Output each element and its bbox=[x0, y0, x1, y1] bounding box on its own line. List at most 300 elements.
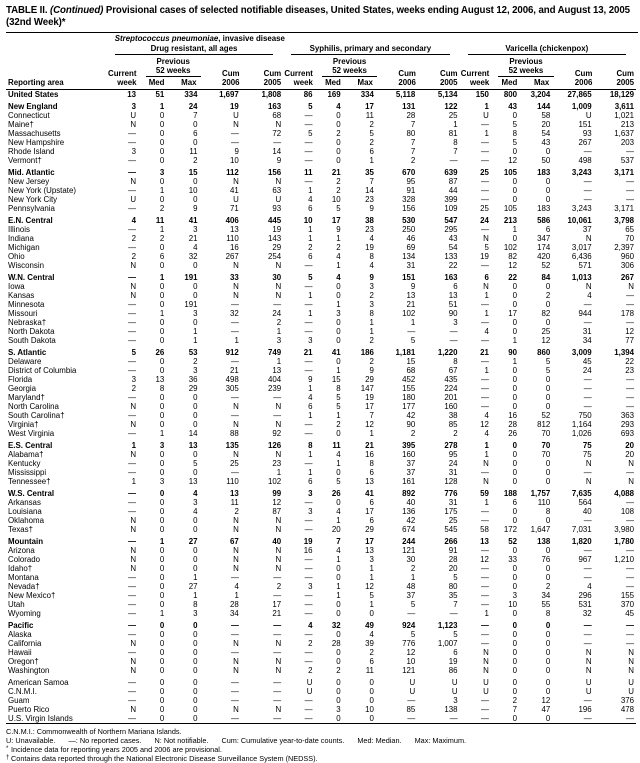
value-cell: 0 bbox=[159, 564, 165, 573]
legend-item: Cum: Cumulative year-to-date counts. bbox=[221, 736, 345, 745]
value-cell: 0 bbox=[336, 609, 341, 618]
footnote-star: * Incidence data for reporting years 2005 and 2006 are provisional. bbox=[6, 745, 222, 754]
value-cell: 203 bbox=[620, 138, 634, 147]
value-cell: — bbox=[128, 309, 137, 318]
value-cell: 0 bbox=[159, 291, 165, 300]
current-week-header: Current week bbox=[460, 69, 490, 87]
value-cell: 0 bbox=[193, 696, 198, 705]
strep-group-title-line2: Drug resistant, all ages bbox=[150, 43, 238, 53]
value-cell: 1 bbox=[484, 291, 489, 300]
value-cell: 17 bbox=[508, 309, 518, 318]
value-cell: 19 bbox=[480, 252, 489, 261]
value-cell: — bbox=[407, 609, 416, 618]
value-cell: 4 bbox=[336, 252, 341, 261]
value-cell: 12 bbox=[480, 555, 489, 564]
value-cell: 52 bbox=[541, 411, 551, 420]
value-cell: 478 bbox=[620, 705, 634, 714]
value-cell: 20 bbox=[625, 450, 634, 459]
value-cell: 1,637 bbox=[614, 129, 634, 138]
value-cell: — bbox=[449, 327, 458, 336]
value-cell: 5 bbox=[512, 138, 518, 147]
value-cell: 18,129 bbox=[609, 90, 634, 99]
value-cell: 0 bbox=[545, 477, 551, 486]
table-row bbox=[6, 477, 636, 486]
value-cell: 8 bbox=[369, 252, 374, 261]
reporting-area-cell: Alabama† bbox=[8, 450, 44, 459]
value-cell: — bbox=[304, 564, 313, 573]
value-cell: — bbox=[128, 318, 137, 327]
reporting-area-header: Reporting area bbox=[6, 34, 107, 90]
value-cell: — bbox=[626, 393, 634, 402]
value-cell: — bbox=[128, 573, 137, 582]
value-cell: 53 bbox=[188, 348, 198, 357]
value-cell: — bbox=[583, 393, 592, 402]
value-cell: U bbox=[306, 687, 313, 696]
reporting-area-cell: Delaware bbox=[8, 357, 42, 366]
value-cell: — bbox=[273, 393, 282, 402]
value-cell: 1 bbox=[484, 450, 489, 459]
value-cell: 3 bbox=[131, 375, 137, 384]
value-cell: — bbox=[128, 648, 137, 657]
value-cell: 10 bbox=[303, 216, 313, 225]
value-cell: — bbox=[480, 138, 489, 147]
title-rest: Provisional cases of selected notifiable diseases, United States, weeks ending August 12, 2006, and August 13, 2005 (32nd Week)* bbox=[6, 5, 630, 28]
cum-2005-header: Cum 2005 bbox=[263, 69, 282, 87]
value-cell: 0 bbox=[193, 657, 198, 666]
value-cell: — bbox=[626, 630, 634, 639]
value-cell: 135 bbox=[225, 441, 239, 450]
value-cell: — bbox=[230, 630, 239, 639]
value-cell: — bbox=[304, 138, 313, 147]
table-row bbox=[6, 525, 636, 534]
value-cell: N bbox=[130, 666, 137, 675]
value-cell: — bbox=[304, 177, 313, 186]
value-cell: 0 bbox=[336, 648, 341, 657]
value-cell: 21 bbox=[480, 348, 489, 357]
value-cell: 43 bbox=[508, 102, 518, 111]
value-cell: 7 bbox=[453, 600, 458, 609]
value-cell: 6,436 bbox=[571, 252, 592, 261]
value-cell: 84 bbox=[541, 273, 551, 282]
value-cell: 3 bbox=[369, 282, 374, 291]
value-cell: 11 bbox=[365, 111, 374, 120]
value-cell: 0 bbox=[193, 630, 198, 639]
value-cell: N bbox=[233, 450, 239, 459]
value-cell: N bbox=[233, 555, 239, 564]
value-cell: — bbox=[583, 573, 592, 582]
reporting-area-cell: Maine† bbox=[8, 120, 34, 129]
value-cell: 435 bbox=[444, 375, 458, 384]
value-cell: 22 bbox=[508, 273, 518, 282]
value-cell: 80 bbox=[406, 129, 416, 138]
value-cell: 8 bbox=[159, 384, 165, 393]
value-cell: 6 bbox=[193, 129, 198, 138]
value-cell: 2 bbox=[131, 384, 137, 393]
value-cell: 0 bbox=[193, 393, 198, 402]
value-cell: 13 bbox=[155, 375, 165, 384]
value-cell: 49 bbox=[365, 621, 374, 630]
value-cell: 0 bbox=[545, 687, 551, 696]
value-cell: 530 bbox=[402, 216, 416, 225]
current-week-header: Current week bbox=[284, 69, 313, 87]
value-cell: 0 bbox=[512, 516, 518, 525]
value-cell: 420 bbox=[537, 252, 551, 261]
value-cell: 126 bbox=[268, 441, 282, 450]
value-cell: N bbox=[585, 282, 592, 291]
reporting-area-cell: Kentucky bbox=[8, 459, 41, 468]
value-cell: 38 bbox=[365, 216, 374, 225]
reporting-area-cell: Connecticut bbox=[8, 111, 50, 120]
reporting-area-cell: Pacific bbox=[8, 621, 34, 630]
reporting-area-cell: U.S. Virgin Islands bbox=[8, 714, 73, 723]
value-cell: 0 bbox=[336, 630, 341, 639]
value-cell: 0 bbox=[159, 393, 165, 402]
value-cell: 201 bbox=[444, 393, 458, 402]
value-cell: 28 bbox=[406, 111, 416, 120]
value-cell: 0 bbox=[512, 195, 518, 204]
value-cell: 15 bbox=[188, 168, 198, 177]
value-cell: — bbox=[230, 318, 239, 327]
value-cell: 0 bbox=[512, 384, 518, 393]
table-row bbox=[6, 609, 636, 618]
title-prefix: TABLE II. bbox=[6, 5, 51, 16]
value-cell: 9 bbox=[369, 273, 374, 282]
value-cell: 5 bbox=[369, 591, 374, 600]
value-cell: 29 bbox=[365, 375, 374, 384]
value-cell: 46 bbox=[406, 234, 416, 243]
reporting-area-cell: North Carolina bbox=[8, 402, 59, 411]
reporting-area-cell: United States bbox=[8, 90, 59, 99]
value-cell: 42 bbox=[406, 516, 416, 525]
value-cell: 85 bbox=[406, 705, 416, 714]
value-cell: 6 bbox=[369, 657, 374, 666]
value-cell: 1 bbox=[369, 318, 374, 327]
value-cell: 32 bbox=[582, 609, 592, 618]
value-cell: — bbox=[304, 591, 313, 600]
value-cell: — bbox=[480, 261, 489, 270]
legend-item: N: Not notifiable. bbox=[154, 736, 209, 745]
reporting-area-cell: Wisconsin bbox=[8, 261, 44, 270]
value-cell: 5 bbox=[484, 243, 489, 252]
value-cell: — bbox=[230, 129, 239, 138]
value-cell: — bbox=[583, 468, 592, 477]
value-cell: — bbox=[480, 156, 489, 165]
value-cell: 1,210 bbox=[614, 555, 634, 564]
value-cell: — bbox=[626, 468, 634, 477]
value-cell: 0 bbox=[193, 621, 198, 630]
value-cell: 0 bbox=[512, 507, 518, 516]
reporting-area-cell: Alaska bbox=[8, 630, 32, 639]
value-cell: 2 bbox=[336, 420, 341, 429]
value-cell: 3,243 bbox=[571, 204, 592, 213]
value-cell: N bbox=[233, 291, 239, 300]
value-cell: 41 bbox=[331, 348, 341, 357]
value-cell: 4 bbox=[587, 291, 592, 300]
value-cell: 0 bbox=[193, 525, 198, 534]
value-cell: N bbox=[130, 420, 137, 429]
value-cell: 32 bbox=[331, 621, 341, 630]
value-cell: 0 bbox=[512, 546, 518, 555]
value-cell: 0 bbox=[193, 420, 198, 429]
value-cell: 4 bbox=[336, 507, 341, 516]
value-cell: 1 bbox=[159, 309, 165, 318]
value-cell: — bbox=[480, 300, 489, 309]
value-cell: 12 bbox=[406, 648, 416, 657]
value-cell: 5 bbox=[336, 204, 341, 213]
table-row bbox=[6, 459, 636, 468]
value-cell: 160 bbox=[402, 450, 416, 459]
value-cell: 0 bbox=[512, 648, 518, 657]
previous-52-weeks-header: Previous 52 weeks Med Max bbox=[495, 57, 556, 87]
value-cell: 99 bbox=[272, 489, 282, 498]
value-cell: 105 bbox=[503, 204, 518, 213]
value-cell: 0 bbox=[159, 177, 165, 186]
reporting-area-cell: Kansas bbox=[8, 291, 35, 300]
value-cell: 0 bbox=[159, 468, 165, 477]
value-cell: 3,171 bbox=[614, 168, 634, 177]
value-cell: 3 bbox=[159, 477, 165, 486]
value-cell: 293 bbox=[620, 420, 634, 429]
table-row bbox=[6, 129, 636, 138]
value-cell: — bbox=[128, 129, 137, 138]
value-cell: 0 bbox=[159, 261, 165, 270]
value-cell: U bbox=[451, 678, 458, 687]
value-cell: — bbox=[480, 186, 489, 195]
value-cell: 267 bbox=[578, 138, 592, 147]
value-cell: 175 bbox=[444, 507, 458, 516]
value-cell: 2 bbox=[410, 429, 416, 438]
value-cell: 13 bbox=[480, 537, 489, 546]
value-cell: — bbox=[230, 468, 239, 477]
value-cell: 2 bbox=[131, 252, 137, 261]
value-cell: 67 bbox=[230, 537, 239, 546]
value-cell: 244 bbox=[402, 537, 416, 546]
reporting-area-cell: New Jersey bbox=[8, 177, 50, 186]
value-cell: — bbox=[273, 678, 282, 687]
value-cell: 0 bbox=[545, 516, 551, 525]
value-cell: 25 bbox=[541, 327, 551, 336]
value-cell: 90 bbox=[508, 348, 518, 357]
value-cell: 11 bbox=[365, 666, 374, 675]
table-row bbox=[6, 696, 636, 705]
value-cell: 28 bbox=[230, 600, 239, 609]
value-cell: 10 bbox=[508, 600, 518, 609]
value-cell: 0 bbox=[159, 147, 165, 156]
value-cell: 0 bbox=[159, 357, 165, 366]
value-cell: — bbox=[480, 630, 489, 639]
value-cell: 254 bbox=[268, 252, 282, 261]
value-cell: N bbox=[585, 477, 592, 486]
value-cell: N bbox=[275, 291, 282, 300]
value-cell: 86 bbox=[448, 666, 458, 675]
value-cell: 0 bbox=[159, 516, 165, 525]
value-cell: 5 bbox=[308, 102, 313, 111]
value-cell: 0 bbox=[159, 696, 165, 705]
value-cell: 8 bbox=[308, 441, 313, 450]
value-cell: — bbox=[449, 714, 458, 723]
value-cell: 47 bbox=[541, 705, 551, 714]
value-cell: 404 bbox=[268, 375, 282, 384]
value-cell: — bbox=[304, 147, 313, 156]
value-cell: — bbox=[583, 384, 592, 393]
value-cell: — bbox=[626, 195, 634, 204]
value-cell: 1 bbox=[336, 366, 341, 375]
value-cell: 5 bbox=[308, 273, 313, 282]
value-cell: — bbox=[304, 498, 313, 507]
value-cell: — bbox=[304, 429, 313, 438]
previous-52-weeks-header: Previous 52 weeks Med Max bbox=[143, 57, 204, 87]
value-cell: N bbox=[130, 525, 137, 534]
value-cell: 2 bbox=[159, 234, 165, 243]
value-cell: — bbox=[273, 573, 282, 582]
value-cell: — bbox=[583, 546, 592, 555]
value-cell: — bbox=[128, 225, 137, 234]
value-cell: 250 bbox=[402, 225, 416, 234]
value-cell: 95 bbox=[406, 177, 416, 186]
value-cell: 0 bbox=[545, 468, 551, 477]
value-cell: 0 bbox=[159, 555, 165, 564]
value-cell: 109 bbox=[444, 204, 458, 213]
value-cell: 12 bbox=[541, 696, 551, 705]
value-cell: 0 bbox=[159, 336, 165, 345]
value-cell: N bbox=[130, 639, 137, 648]
table-row bbox=[6, 573, 636, 582]
table-row bbox=[6, 375, 636, 384]
value-cell: 19 bbox=[448, 657, 458, 666]
value-cell: 0 bbox=[336, 147, 341, 156]
value-cell: — bbox=[230, 687, 239, 696]
value-cell: 363 bbox=[620, 411, 634, 420]
value-cell: 70 bbox=[625, 234, 634, 243]
value-cell: — bbox=[128, 156, 137, 165]
value-cell: 87 bbox=[272, 507, 282, 516]
value-cell: 6 bbox=[484, 273, 489, 282]
value-cell: 29 bbox=[272, 243, 282, 252]
value-cell: — bbox=[273, 630, 282, 639]
reporting-area-cell: New York (Upstate) bbox=[8, 186, 76, 195]
value-cell: — bbox=[407, 327, 416, 336]
value-cell: 9 bbox=[369, 204, 374, 213]
value-cell: — bbox=[273, 591, 282, 600]
value-cell: 67 bbox=[448, 366, 458, 375]
value-cell: 4 bbox=[336, 546, 341, 555]
value-cell: 8 bbox=[453, 357, 458, 366]
value-cell: — bbox=[480, 516, 489, 525]
table-row bbox=[6, 147, 636, 156]
value-cell: 296 bbox=[578, 591, 592, 600]
value-cell: — bbox=[583, 375, 592, 384]
value-cell: — bbox=[480, 177, 489, 186]
value-cell: N bbox=[233, 282, 239, 291]
value-cell: 6 bbox=[308, 402, 313, 411]
value-cell: — bbox=[480, 639, 489, 648]
value-cell: 1 bbox=[276, 468, 282, 477]
value-cell: N bbox=[585, 666, 592, 675]
value-cell: — bbox=[128, 186, 137, 195]
table-row bbox=[6, 168, 636, 177]
value-cell: 76 bbox=[541, 555, 551, 564]
reporting-area-cell: S. Atlantic bbox=[8, 348, 47, 357]
value-cell: — bbox=[480, 318, 489, 327]
value-cell: — bbox=[583, 630, 592, 639]
value-cell: 12 bbox=[508, 261, 518, 270]
value-cell: 10 bbox=[188, 186, 198, 195]
value-cell: 24 bbox=[582, 366, 592, 375]
value-cell: — bbox=[273, 648, 282, 657]
reporting-area-cell: Hawaii bbox=[8, 648, 32, 657]
value-cell: 12 bbox=[480, 420, 489, 429]
footnote-dagger: † Contains data reported through the National Electronic Disease Surveillance System (NEDSS). bbox=[6, 754, 318, 763]
value-cell: — bbox=[128, 600, 137, 609]
value-cell: 328 bbox=[402, 195, 416, 204]
value-cell: — bbox=[583, 402, 592, 411]
previous-52-weeks-header: Previous 52 weeks Med Max bbox=[319, 57, 380, 87]
value-cell: N bbox=[275, 450, 282, 459]
value-cell: 14 bbox=[188, 429, 198, 438]
value-cell: 108 bbox=[620, 507, 634, 516]
reporting-area-cell: Nevada† bbox=[8, 582, 40, 591]
value-cell: 4 bbox=[336, 273, 341, 282]
value-cell: — bbox=[583, 300, 592, 309]
value-cell: 0 bbox=[545, 402, 551, 411]
value-cell: 17 bbox=[272, 600, 282, 609]
value-cell: 1 bbox=[234, 591, 239, 600]
value-cell: — bbox=[480, 621, 489, 630]
value-cell: 131 bbox=[402, 102, 416, 111]
value-cell: — bbox=[304, 696, 313, 705]
value-cell: 1 bbox=[131, 441, 137, 450]
reporting-area-cell: New England bbox=[8, 102, 58, 111]
table-row bbox=[6, 204, 636, 213]
value-cell: 11 bbox=[230, 498, 239, 507]
value-cell: 32 bbox=[188, 252, 198, 261]
value-cell: — bbox=[304, 318, 313, 327]
value-cell: N bbox=[275, 555, 282, 564]
value-cell: 0 bbox=[512, 177, 518, 186]
value-cell: 0 bbox=[512, 393, 518, 402]
value-cell: — bbox=[480, 402, 489, 411]
value-cell: 1 bbox=[484, 102, 489, 111]
value-cell: 13 bbox=[127, 90, 137, 99]
value-cell: 34 bbox=[541, 591, 551, 600]
value-cell: 71 bbox=[230, 204, 239, 213]
reporting-area-cell: Florida bbox=[8, 375, 33, 384]
value-cell: 3 bbox=[369, 555, 374, 564]
value-cell: 4,088 bbox=[614, 489, 634, 498]
value-cell: 3,017 bbox=[571, 243, 592, 252]
value-cell: 0 bbox=[545, 657, 551, 666]
value-cell: 0 bbox=[336, 714, 341, 723]
reporting-area-cell: New Mexico† bbox=[8, 591, 56, 600]
value-cell: 3 bbox=[159, 441, 165, 450]
value-cell: N bbox=[130, 657, 137, 666]
value-cell: 3 bbox=[193, 309, 198, 318]
value-cell: 0 bbox=[512, 366, 518, 375]
value-cell: 5 bbox=[336, 393, 341, 402]
reporting-area-cell: Colorado bbox=[8, 555, 41, 564]
value-cell: N bbox=[628, 477, 634, 486]
value-cell: 1,647 bbox=[530, 525, 551, 534]
value-cell: 305 bbox=[225, 384, 239, 393]
value-cell: 860 bbox=[537, 348, 551, 357]
value-cell: 82 bbox=[541, 309, 551, 318]
value-cell: 0 bbox=[193, 705, 198, 714]
value-cell: 3,611 bbox=[614, 102, 634, 111]
value-cell: N bbox=[628, 666, 634, 675]
value-cell: 31 bbox=[406, 261, 416, 270]
value-cell: 26 bbox=[155, 348, 165, 357]
reporting-area-cell: District of Columbia bbox=[8, 366, 77, 375]
